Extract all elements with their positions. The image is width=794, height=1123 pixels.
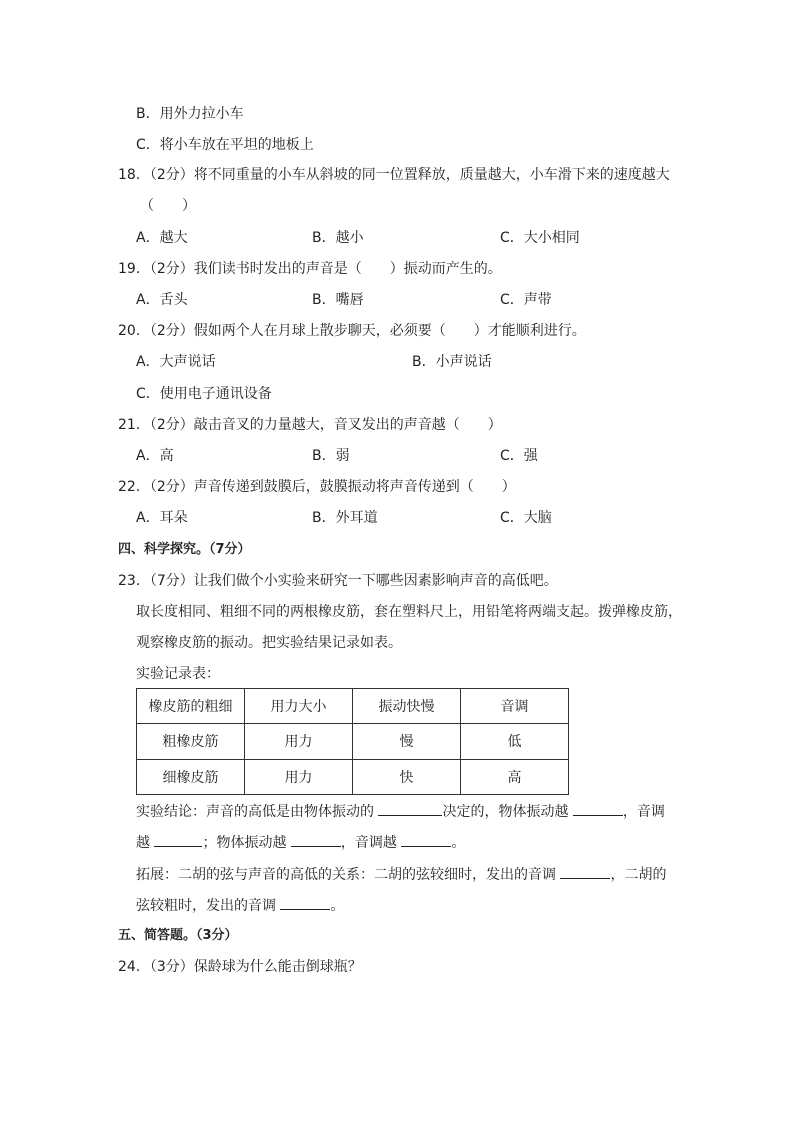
table-cell: 粗橡皮筋 — [137, 724, 245, 759]
answer-blank[interactable] — [560, 864, 610, 879]
q22-stem: 22．（2分）声音传递到鼓膜后，鼓膜振动将声音传递到（ ） — [118, 479, 516, 495]
table-cell: 用力 — [245, 724, 353, 759]
table-cell: 高 — [461, 759, 569, 794]
conclusion-text: 决定的，物体振动越 — [442, 804, 573, 820]
q22-option-c: C．大脑 — [500, 510, 552, 526]
q20-option-c: C．使用电子通讯设备 — [136, 386, 272, 402]
q23-stem: 23．（7分）让我们做个小实验来研究一下哪些因素影响声音的高低吧。 — [118, 573, 558, 589]
answer-blank[interactable] — [280, 895, 330, 910]
extension-text: 拓展：二胡的弦与声音的高低的关系：二胡的弦较细时，发出的音调 — [136, 867, 561, 883]
table-row — [137, 724, 569, 759]
conclusion-text: ；物体振动越 — [202, 835, 291, 851]
q19-option-a: A．舌头 — [136, 292, 188, 308]
q23-conclusion-line1 — [136, 801, 665, 822]
q17-option-b: B．用外力拉小车 — [136, 106, 244, 122]
q19-stem: 19．（2分）我们读书时发出的声音是（ ）振动而产生的。 — [118, 261, 502, 277]
table-row — [137, 759, 569, 794]
answer-blank[interactable] — [154, 832, 202, 847]
conclusion-text: 实验结论：声音的高低是由物体振动的 — [136, 804, 379, 820]
table-header-row — [137, 689, 569, 724]
extension-text: 弦较粗时，发出的音调 — [136, 898, 281, 914]
q17-option-c: C．将小车放在平坦的地板上 — [136, 137, 314, 153]
answer-blank[interactable] — [573, 801, 623, 816]
q18-stem: 18．（2分）将不同重量的小车从斜坡的同一位置释放，质量越大，小车滑下来的速度越大 — [118, 167, 670, 183]
q23-description-line1: 取长度相同、粗细不同的两根橡皮筋，套在塑料尺上，用铅笔将两端支起。拨弹橡皮筋， — [136, 604, 682, 620]
q21-option-b: B．弱 — [312, 448, 350, 464]
table-cell: 细橡皮筋 — [137, 759, 245, 794]
q21-option-a: A．高 — [136, 448, 174, 464]
conclusion-text: ，音调 — [622, 804, 665, 820]
table-cell: 慢 — [353, 724, 461, 759]
conclusion-text: 。 — [451, 835, 466, 851]
q24-stem: 24．（3分）保龄球为什么能击倒球瓶？ — [118, 959, 362, 975]
answer-blank[interactable] — [378, 801, 442, 816]
extension-text: 。 — [330, 898, 345, 914]
extension-text: ，二胡的 — [610, 867, 667, 883]
table-header-cell: 用力大小 — [245, 689, 353, 724]
q23-conclusion-line2 — [136, 832, 465, 853]
section-5-heading: 五、简答题。（3分） — [118, 928, 238, 943]
answer-blank[interactable] — [401, 832, 451, 847]
table-header-cell: 音调 — [461, 689, 569, 724]
q21-option-c: C．强 — [500, 448, 538, 464]
q23-table-title: 实验记录表： — [136, 666, 220, 682]
table-cell: 用力 — [245, 759, 353, 794]
conclusion-text: ，音调越 — [340, 835, 402, 851]
table-header-cell: 橡皮筋的粗细 — [137, 689, 245, 724]
q19-option-c: C．声带 — [500, 292, 552, 308]
q18-option-c: C．大小相同 — [500, 230, 580, 246]
q22-option-b: B．外耳道 — [312, 510, 378, 526]
q23-extension-line2 — [136, 895, 344, 916]
table-cell: 快 — [353, 759, 461, 794]
q21-stem: 21．（2分）敲击音叉的力量越大，音叉发出的声音越（ ） — [118, 417, 502, 433]
q22-option-a: A．耳朵 — [136, 510, 188, 526]
q20-stem: 20．（2分）假如两个人在月球上散步聊天，必须要（ ）才能顺利进行。 — [118, 323, 586, 339]
table-cell: 低 — [461, 724, 569, 759]
table-header-cell: 振动快慢 — [353, 689, 461, 724]
q18-option-a: A．越大 — [136, 230, 188, 246]
q19-option-b: B．嘴唇 — [312, 292, 364, 308]
q20-option-a: A．大声说话 — [136, 354, 216, 370]
experiment-record-table — [136, 688, 569, 795]
q20-option-b: B．小声说话 — [412, 354, 492, 370]
q23-extension-line1 — [136, 864, 666, 885]
section-4-heading: 四、科学探究。（7分） — [118, 542, 251, 557]
answer-blank[interactable] — [291, 832, 341, 847]
conclusion-text: 越 — [136, 835, 155, 851]
q18-paren: （ ） — [140, 198, 196, 214]
q23-description-line2: 观察橡皮筋的振动。把实验结果记录如表。 — [136, 635, 402, 651]
q18-option-b: B．越小 — [312, 230, 364, 246]
